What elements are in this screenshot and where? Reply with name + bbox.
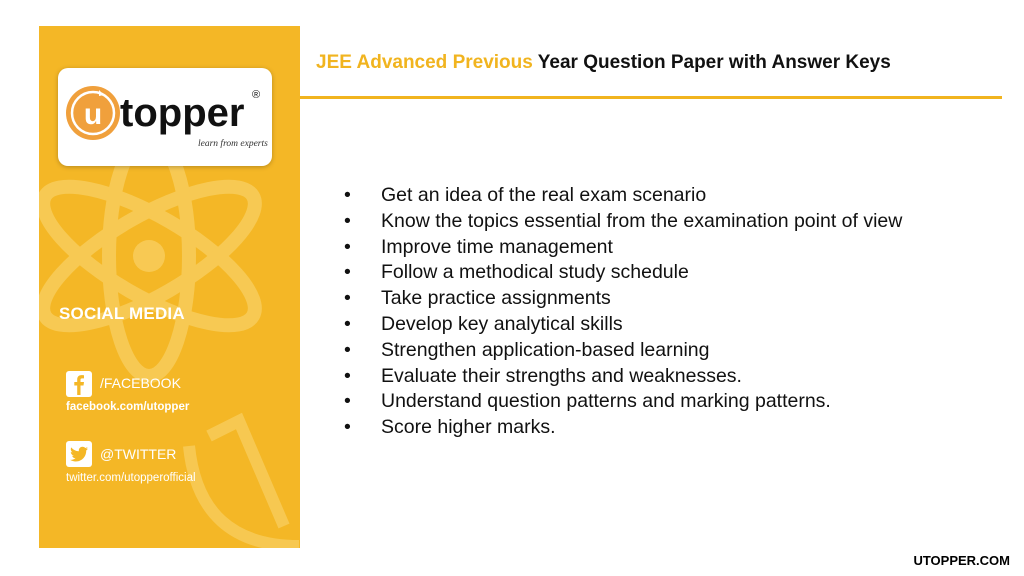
- list-item: • Get an idea of the real exam scenario: [340, 183, 902, 209]
- brand-logo-card: [58, 68, 272, 166]
- list-item: • Take practice assignments: [340, 286, 902, 312]
- list-item: • Strengthen application-based learning: [340, 338, 902, 364]
- utopper-logo: [58, 68, 272, 166]
- title-rest: Year Question Paper with Answer Keys: [532, 52, 891, 73]
- facebook-label[interactable]: /FACEBOOK: [100, 375, 181, 391]
- list-item: • Know the topics essential from the examination point of view: [340, 209, 902, 235]
- logo-wordmark: topper: [120, 91, 245, 135]
- social-media-heading: SOCIAL MEDIA: [59, 304, 185, 323]
- list-item: • Improve time management: [340, 235, 902, 261]
- twitter-label[interactable]: @TWITTER: [100, 446, 177, 462]
- list-item: • Understand question patterns and marking patterns.: [340, 389, 902, 415]
- title-divider: [300, 96, 1002, 99]
- logo-tagline: learn from experts: [198, 139, 268, 149]
- logo-badge-letter: u: [83, 98, 103, 131]
- site-footer[interactable]: UTOPPER.COM: [913, 553, 1010, 568]
- page-title: [316, 52, 891, 74]
- title-accent: JEE Advanced Previous: [316, 52, 533, 73]
- twitter-icon[interactable]: [66, 441, 92, 467]
- list-item: • Develop key analytical skills: [340, 312, 902, 338]
- benefits-list: [340, 183, 902, 441]
- list-item: • Evaluate their strengths and weaknesses.: [340, 364, 902, 390]
- list-item: • Score higher marks.: [340, 415, 902, 441]
- sidebar: [39, 26, 300, 548]
- twitter-url[interactable]: twitter.com/utopperofficial: [66, 472, 196, 484]
- list-item: • Follow a methodical study schedule: [340, 260, 902, 286]
- facebook-url[interactable]: facebook.com/utopper: [66, 401, 190, 413]
- facebook-icon[interactable]: [66, 371, 92, 397]
- logo-registered-mark: ®: [252, 89, 261, 101]
